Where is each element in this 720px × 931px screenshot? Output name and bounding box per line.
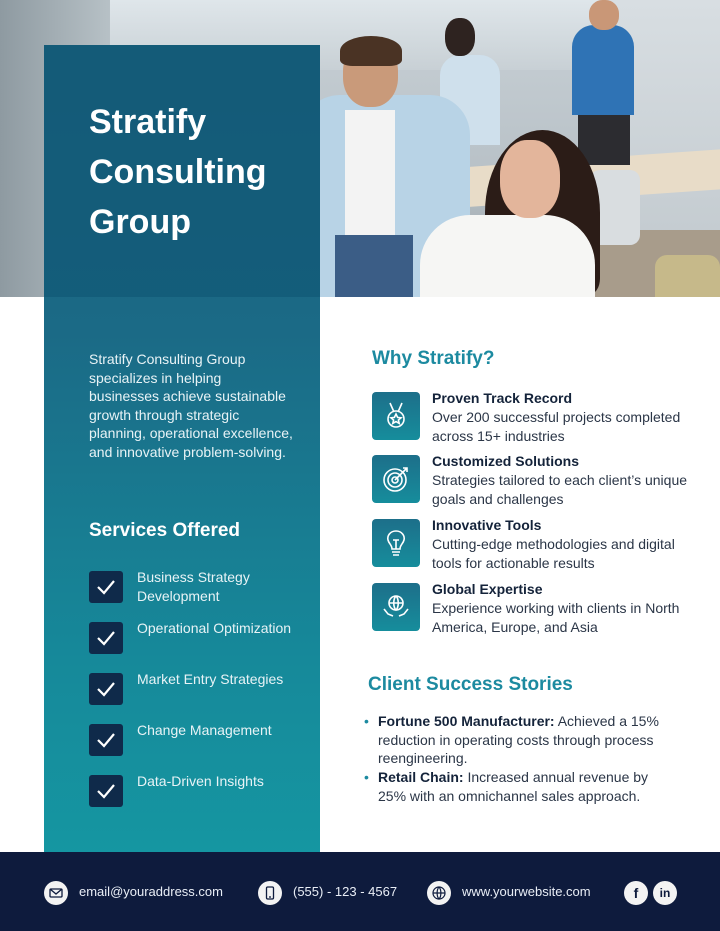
- feature-item: [372, 519, 692, 579]
- story-text: Achieved a 15% reduction in operating costs through process reengineering.: [378, 713, 659, 767]
- company-title-line-2: Consulting: [89, 153, 267, 191]
- email-text[interactable]: email@youraddress.com: [79, 884, 223, 899]
- stories-heading: Client Success Stories: [368, 674, 573, 695]
- services-list: [89, 568, 309, 823]
- service-label: Business Strategy Development: [137, 569, 250, 604]
- feature-text: Experience working with clients in North America, Europe, and Asia: [432, 600, 680, 635]
- company-description: Stratify Consulting Group specializes in helping businesses achieve sustainable growth through strategic planning, operational excellence, and innovative problem-solving.: [89, 351, 293, 460]
- story-item: [364, 768, 674, 805]
- phone-icon: [258, 881, 282, 905]
- service-item: [89, 772, 309, 823]
- service-item: [89, 721, 309, 772]
- story-text: Increased annual revenue by 25% with an omnichannel sales approach.: [378, 769, 649, 804]
- service-item: [89, 568, 309, 619]
- service-label: Market Entry Strategies: [137, 671, 284, 687]
- why-heading: Why Stratify?: [372, 348, 495, 369]
- feature-heading: Customized Solutions: [432, 453, 579, 469]
- award-medal-icon: [372, 392, 420, 440]
- feature-heading: Proven Track Record: [432, 390, 573, 406]
- feature-text: Over 200 successful projects completed across 15+ industries: [432, 409, 681, 444]
- phone-text[interactable]: (555) - 123 - 4567: [293, 884, 398, 899]
- feature-item: [372, 455, 692, 515]
- bullet-icon: •: [364, 769, 369, 786]
- feature-item: [372, 392, 692, 452]
- checkmark-icon: [89, 724, 123, 756]
- bullet-icon: •: [364, 713, 369, 729]
- checkmark-icon: [89, 775, 123, 807]
- story-lead: Fortune 500 Manufacturer:: [378, 713, 555, 729]
- service-label: Data-Driven Insights: [137, 773, 264, 789]
- feature-item: [372, 583, 692, 643]
- globe-hands-icon: [372, 583, 420, 631]
- envelope-icon: [44, 881, 68, 905]
- story-item: [364, 712, 674, 768]
- feature-text: Cutting-edge methodologies and digital tools for actionable results: [432, 536, 675, 571]
- story-lead: Retail Chain:: [378, 769, 464, 786]
- lightbulb-icon: [372, 519, 420, 567]
- feature-heading: Global Expertise: [432, 581, 543, 597]
- facebook-icon[interactable]: f: [624, 881, 648, 905]
- checkmark-icon: [89, 673, 123, 705]
- company-title-line-3: Group: [89, 203, 191, 241]
- website-text[interactable]: www.yourwebsite.com: [462, 884, 591, 899]
- feature-heading: Innovative Tools: [432, 517, 542, 533]
- service-item: [89, 670, 309, 721]
- company-title: [89, 97, 309, 247]
- stories-list: [364, 712, 674, 806]
- checkmark-icon: [89, 622, 123, 654]
- feature-text: Strategies tailored to each client’s unique goals and challenges: [432, 472, 688, 507]
- linkedin-icon[interactable]: in: [653, 881, 677, 905]
- target-icon: [372, 455, 420, 503]
- contact-footer: [0, 852, 720, 931]
- service-label: Operational Optimization: [137, 620, 292, 636]
- company-title-line-1: Stratify: [89, 103, 207, 141]
- services-heading: Services Offered: [89, 520, 241, 541]
- checkmark-icon: [89, 571, 123, 603]
- service-item: [89, 619, 309, 670]
- globe-icon: [427, 881, 451, 905]
- service-label: Change Management: [137, 722, 272, 738]
